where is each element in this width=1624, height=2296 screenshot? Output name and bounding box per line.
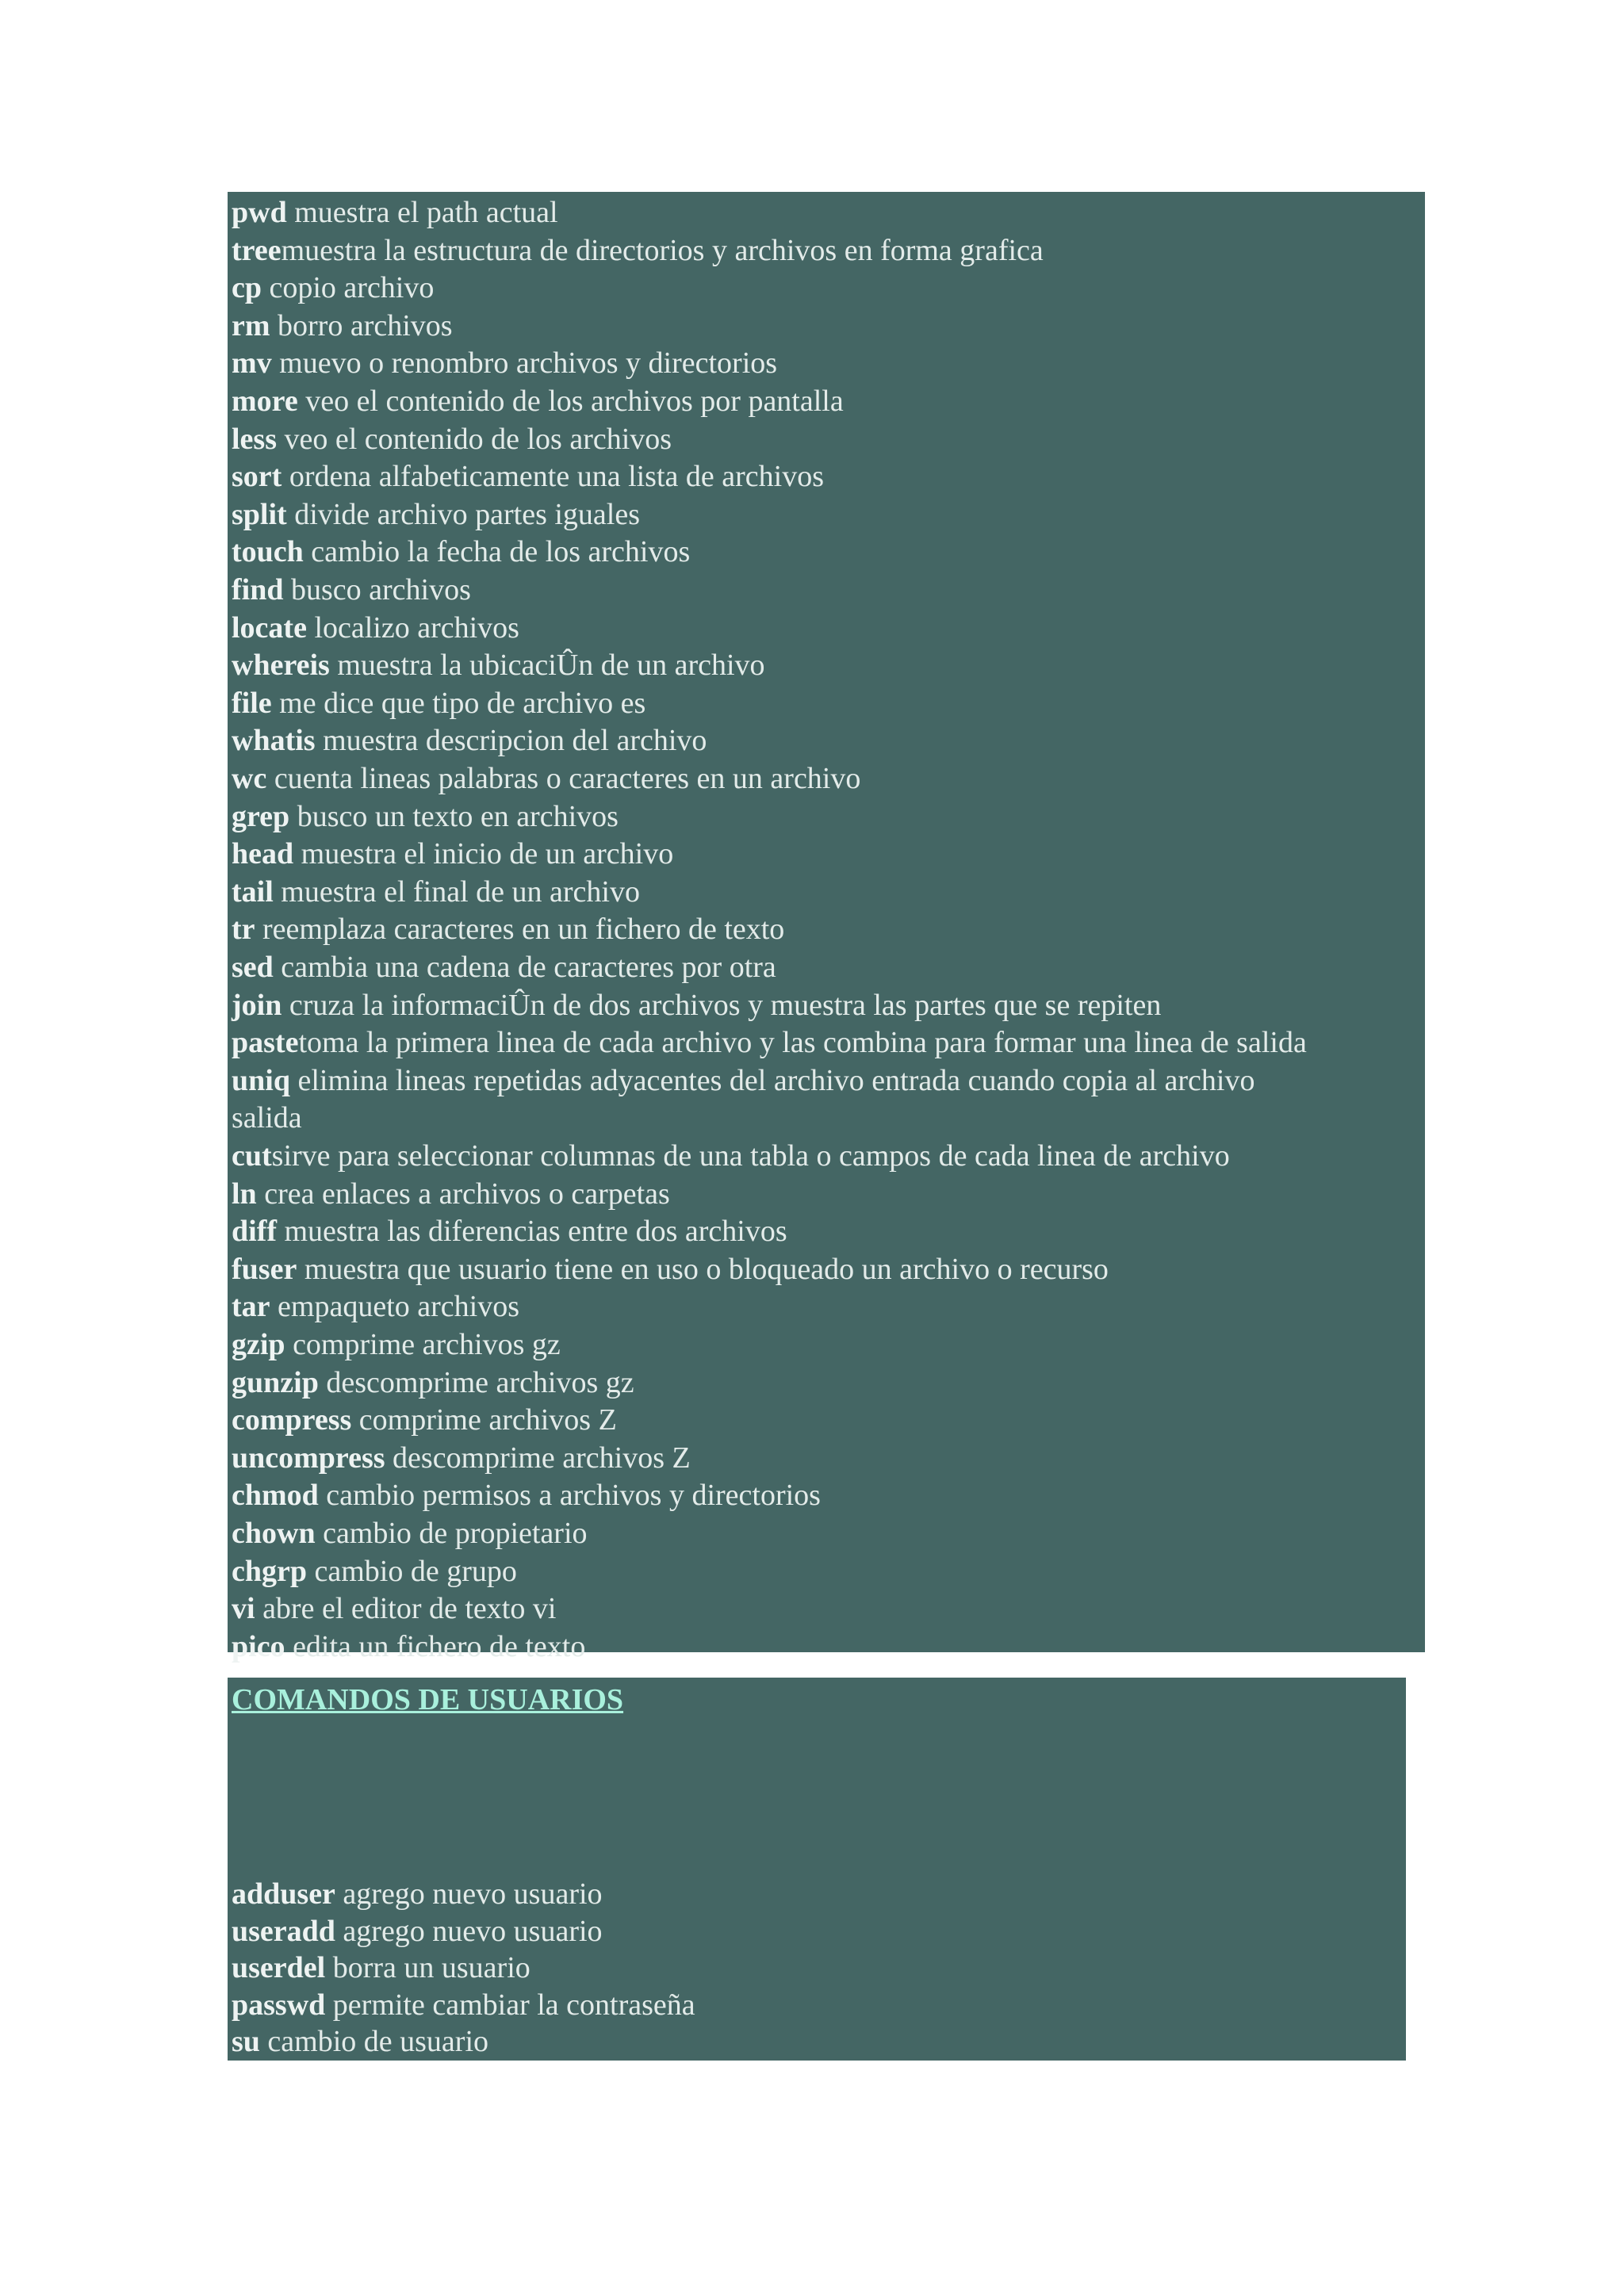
command-line [232, 383, 844, 421]
command-description: crea enlaces a archivos o carpetas [256, 1177, 670, 1211]
command-description: cambia una cadena de caracteres por otra [273, 951, 776, 984]
command-description: muestra la ubicaciÛn de un archivo [329, 649, 765, 683]
command-name: head [232, 837, 294, 871]
command-line [232, 496, 640, 534]
command-description: toma la primera linea de cada archivo y las combina para formar una linea de salida [298, 1026, 1307, 1060]
command-description: muestra la estructura de directorios y archivos en forma grafica [281, 233, 1044, 267]
command-line [232, 1062, 1254, 1100]
command-name: chgrp [232, 1554, 307, 1588]
command-name: sed [232, 951, 274, 984]
command-name: uncompress [232, 1441, 385, 1475]
command-description: reemplaza caracteres en un fichero de texto [255, 913, 785, 947]
command-name: tr [232, 913, 255, 947]
command-name: find [232, 573, 284, 607]
command-description: copio archivo [262, 271, 435, 305]
command-name: useradd [232, 1914, 335, 1948]
command-name: fuser [232, 1252, 297, 1286]
command-line [232, 874, 640, 912]
command-line [232, 1213, 787, 1251]
command-line [232, 647, 765, 685]
command-name: grep [232, 799, 290, 833]
command-line [232, 232, 1044, 270]
command-name: paste [232, 1026, 299, 1060]
command-line [232, 1590, 556, 1628]
command-name: split [232, 497, 287, 531]
command-line [232, 685, 645, 723]
command-name: uniq [232, 1063, 290, 1097]
command-line [232, 1913, 603, 1951]
command-description: elimina lineas repetidas adyacentes del archivo entrada cuando copia al archivo [289, 1063, 1255, 1097]
command-description: cambio de grupo [307, 1554, 517, 1588]
command-description: muestra el final de un archivo [273, 874, 640, 909]
command-name: passwd [232, 1988, 326, 2022]
command-line [232, 1477, 821, 1515]
command-line [232, 798, 619, 836]
command-description: muestra el inicio de un archivo [293, 837, 674, 871]
command-line [232, 987, 1161, 1025]
command-description: muestra que usuario tiene en uso o bloqueado un archivo o recurso [297, 1252, 1109, 1286]
command-name: tar [232, 1290, 270, 1324]
command-line [232, 1176, 670, 1214]
command-description: muestra el path actual [286, 196, 558, 229]
command-name: join [232, 988, 282, 1022]
command-description: cambio permisos a archivos y directorios [318, 1479, 821, 1513]
command-name: sort [232, 460, 282, 494]
command-line [232, 1024, 1307, 1062]
command-name: compress [232, 1403, 352, 1437]
command-name: diff [232, 1215, 277, 1249]
command-line [232, 308, 453, 346]
command-line [232, 1138, 1230, 1176]
command-description: me dice que tipo de archivo es [271, 686, 646, 720]
command-line [232, 1251, 1109, 1289]
command-description: localizo archivos [306, 610, 519, 645]
command-name: gunzip [232, 1365, 319, 1399]
command-description: divide archivo partes iguales [286, 497, 640, 531]
command-line [232, 2023, 488, 2061]
command-name: mv [232, 346, 272, 381]
user-commands-panel [228, 1678, 1406, 2061]
command-description: comprime archivos Z [351, 1403, 617, 1437]
command-description: borra un usuario [325, 1951, 530, 1984]
command-line [232, 1553, 517, 1591]
command-name: less [232, 422, 277, 456]
command-description: descomprime archivos gz [318, 1365, 634, 1399]
command-line [232, 610, 519, 648]
command-description: abre el editor de texto vi [255, 1592, 557, 1626]
command-name: touch [232, 535, 304, 569]
command-line [232, 722, 707, 760]
file-commands-panel [228, 192, 1425, 1663]
command-line [232, 1440, 691, 1478]
command-name: rm [232, 308, 270, 342]
command-line [232, 1326, 561, 1364]
command-description: veo el contenido de los archivos por pantalla [297, 385, 844, 418]
command-name: gzip [232, 1328, 285, 1361]
command-description: cuenta lineas palabras o caracteres en un archivo [266, 762, 861, 795]
command-description: salida [232, 1101, 302, 1135]
command-name: more [232, 385, 298, 418]
command-name: ln [232, 1177, 257, 1211]
command-line [232, 1515, 588, 1553]
command-name: cp [232, 271, 262, 305]
command-description: muestra descripcion del archivo [315, 724, 707, 758]
command-description: comprime archivos gz [285, 1328, 561, 1361]
command-description: sirve para seleccionar columnas de una tabla o campos de cada linea de archivo [271, 1139, 1230, 1173]
command-name: chown [232, 1517, 316, 1550]
command-name: tail [232, 874, 274, 909]
command-description: muevo o renombro archivos y directorios [271, 346, 778, 381]
command-line [232, 1100, 302, 1138]
command-line [232, 760, 860, 798]
command-description: cambio de usuario [259, 2025, 489, 2058]
command-line [232, 1987, 695, 2025]
command-line [232, 836, 673, 874]
command-name: file [232, 686, 272, 720]
command-name: su [232, 2025, 260, 2058]
command-description: busco un texto en archivos [289, 799, 619, 833]
command-line [232, 194, 558, 232]
command-description: veo el contenido de los archivos [277, 422, 672, 456]
command-name: pwd [232, 196, 287, 229]
command-line [232, 949, 776, 987]
command-line [232, 1950, 530, 1988]
command-description: borro archivos [270, 308, 453, 342]
section-title-users: COMANDOS DE USUARIOS [232, 1683, 624, 1716]
command-line [232, 345, 777, 383]
command-line [232, 572, 471, 610]
command-name: locate [232, 610, 307, 645]
command-name: pico [232, 1629, 285, 1663]
command-name: userdel [232, 1951, 326, 1984]
command-description: empaqueto archivos [270, 1290, 519, 1324]
command-description: descomprime archivos Z [385, 1441, 691, 1475]
command-name: chmod [232, 1479, 319, 1513]
command-name: wc [232, 762, 267, 795]
command-description: busco archivos [283, 573, 471, 607]
command-line [232, 911, 784, 949]
command-line [232, 1288, 519, 1326]
command-line [232, 1876, 603, 1914]
command-description: permite cambiar la contraseña [325, 1988, 695, 2022]
command-description: agrego nuevo usuario [335, 1877, 603, 1911]
command-description: cambio la fecha de los archivos [303, 535, 691, 569]
command-description: cambio de propietario [315, 1517, 588, 1550]
command-name: tree [232, 233, 282, 267]
command-name: vi [232, 1592, 255, 1626]
command-line [232, 534, 690, 572]
command-name: whatis [232, 724, 316, 758]
command-name: adduser [232, 1877, 335, 1911]
command-name: cut [232, 1139, 272, 1173]
command-description: cruza la informaciÛn de dos archivos y muestra las partes que se repiten [282, 988, 1162, 1022]
command-name: whereis [232, 649, 330, 683]
command-line [232, 1402, 617, 1440]
command-description: agrego nuevo usuario [335, 1914, 603, 1948]
command-line [232, 1364, 634, 1402]
command-line [232, 270, 434, 308]
command-description: edita un fichero de texto [285, 1629, 586, 1663]
command-description: ordena alfabeticamente una lista de archivos [282, 460, 824, 494]
command-line [232, 421, 672, 459]
command-line [232, 1628, 585, 1667]
command-description: muestra las diferencias entre dos archivos [277, 1215, 787, 1249]
command-line [232, 458, 824, 496]
